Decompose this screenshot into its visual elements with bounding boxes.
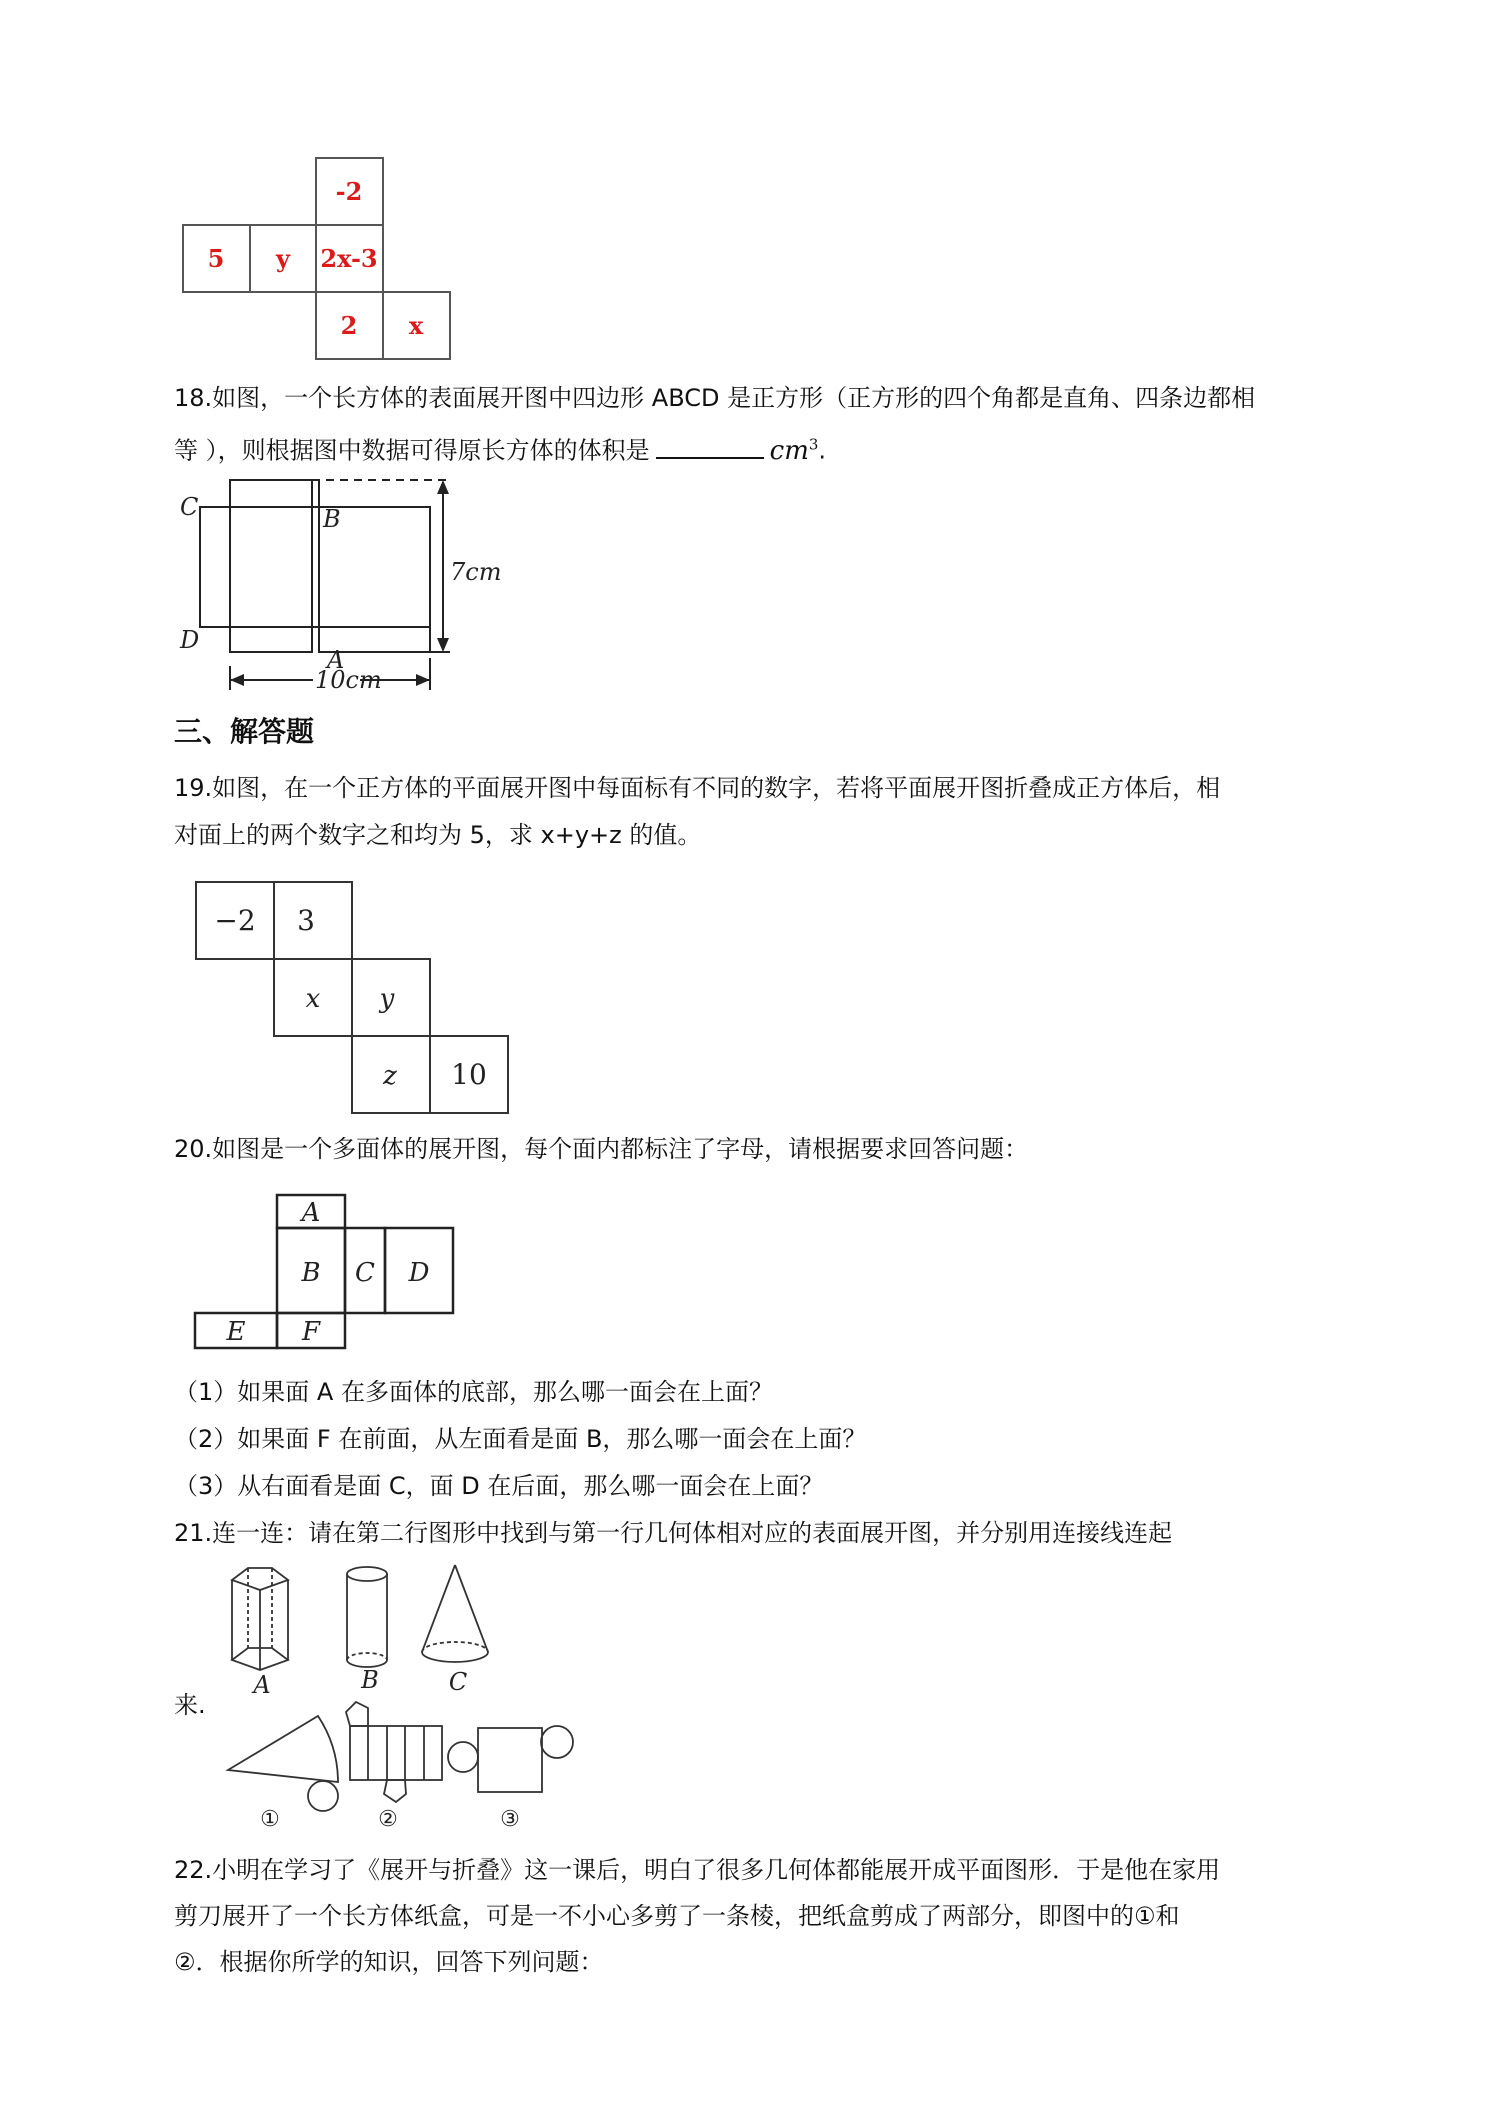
solid-label-A: A — [253, 1671, 271, 1699]
section-3-heading: 三、解答题 — [174, 715, 315, 748]
solid-cone — [422, 1565, 488, 1662]
net-label-1: ① — [260, 1807, 280, 1830]
q22-line1: 22.小明在学习了《展开与折叠》这一课后，明白了很多几何体都能展开成平面图形．于是他在家用 — [174, 1856, 1221, 1884]
net19-cell-z: z — [383, 1061, 397, 1091]
figure-17-cube-net — [180, 155, 460, 375]
q21-line2: 来. — [174, 1691, 206, 1719]
fig18-label-A: A — [327, 646, 345, 674]
solid-label-C: C — [448, 1668, 468, 1696]
fig18-height: 7cm — [450, 558, 502, 586]
net19-cell-6: 10 — [451, 1058, 487, 1091]
net19-cell-y: y — [379, 984, 395, 1014]
q18-answer-blank — [656, 433, 764, 459]
net-sector-circle — [228, 1716, 338, 1811]
figure-21-solids-and-nets — [220, 1560, 600, 1830]
fig18-width: 10cm — [315, 666, 382, 694]
q22-line2: 剪刀展开了一个长方体纸盒，可是一不小心多剪了一条棱，把纸盒剪成了两部分，即图中的①和 — [174, 1902, 1180, 1930]
net17-cell-2: y — [276, 244, 290, 273]
q20-sub1: （1）如果面 A 在多面体的底部，那么哪一面会在上面？ — [174, 1378, 773, 1406]
net17-cell-4: 2 — [340, 311, 358, 340]
q22-line3: ②．根据你所学的知识，回答下列问题： — [174, 1948, 604, 1976]
q18-end: . — [818, 436, 827, 465]
net17-cell-3: 2x-3 — [320, 244, 378, 273]
figure-19-cube-net — [194, 880, 514, 1120]
figure-18-cuboid-net — [175, 470, 555, 705]
figure-20-polyhedron-net — [192, 1192, 462, 1362]
net19-cell-2: 3 — [297, 904, 315, 937]
q20-sub2: （2）如果面 F 在前面，从左面看是面 B，那么哪一面会在上面？ — [174, 1425, 867, 1453]
q20-line1: 20.如图是一个多面体的展开图，每个面内都标注了字母，请根据要求回答问题： — [174, 1135, 1029, 1163]
q18-unit-sup: 3 — [808, 435, 819, 453]
net19-cell-1: −2 — [214, 904, 256, 937]
net-label-2: ② — [378, 1807, 398, 1830]
net20-face-F: F — [301, 1317, 321, 1347]
net20-face-A: A — [301, 1198, 321, 1228]
net-cylinder — [448, 1726, 573, 1792]
fig18-label-D: D — [180, 626, 200, 654]
fig18-label-B: B — [323, 505, 341, 533]
solid-pentagonal-prism — [232, 1568, 288, 1670]
net-pentagonal-prism — [346, 1702, 442, 1802]
q21-line1: 21.连一连：请在第二行图形中找到与第一行几何体相对应的表面展开图，并分别用连接线连起 — [174, 1519, 1173, 1547]
net17-cell-top: -2 — [335, 177, 363, 206]
net17-cell-5: x — [408, 311, 424, 340]
q18-line1: 18.如图，一个长方体的表面展开图中四边形 ABCD 是正方形（正方形的四个角都是直角、四条边都相 — [174, 384, 1256, 412]
q19-line1: 19.如图，在一个正方体的平面展开图中每面标有不同的数字，若将平面展开图折叠成正方体后，相 — [174, 774, 1221, 802]
net17-cell-1: 5 — [207, 244, 225, 273]
q18-unit — [770, 436, 819, 466]
net19-cell-x: x — [305, 984, 321, 1014]
q18-text: 等 ），则根据图中数据可得原长方体的体积是 — [174, 436, 650, 465]
q18-line2 — [174, 427, 826, 468]
net20-face-B: B — [301, 1258, 321, 1288]
net20-face-E: E — [226, 1317, 246, 1347]
net-label-3: ③ — [500, 1807, 520, 1830]
q20-sub3: （3）从右面看是面 C，面 D 在后面，那么哪一面会在上面？ — [174, 1472, 824, 1500]
net20-face-C: C — [355, 1258, 375, 1288]
fig18-label-C: C — [180, 493, 199, 521]
solid-cylinder — [347, 1567, 387, 1667]
q18-unit-base: cm — [769, 435, 809, 466]
q19-line2: 对面上的两个数字之和均为 5，求 x+y+z 的值。 — [174, 821, 702, 849]
net20-face-D: D — [408, 1258, 430, 1288]
solid-label-B: B — [361, 1666, 379, 1694]
